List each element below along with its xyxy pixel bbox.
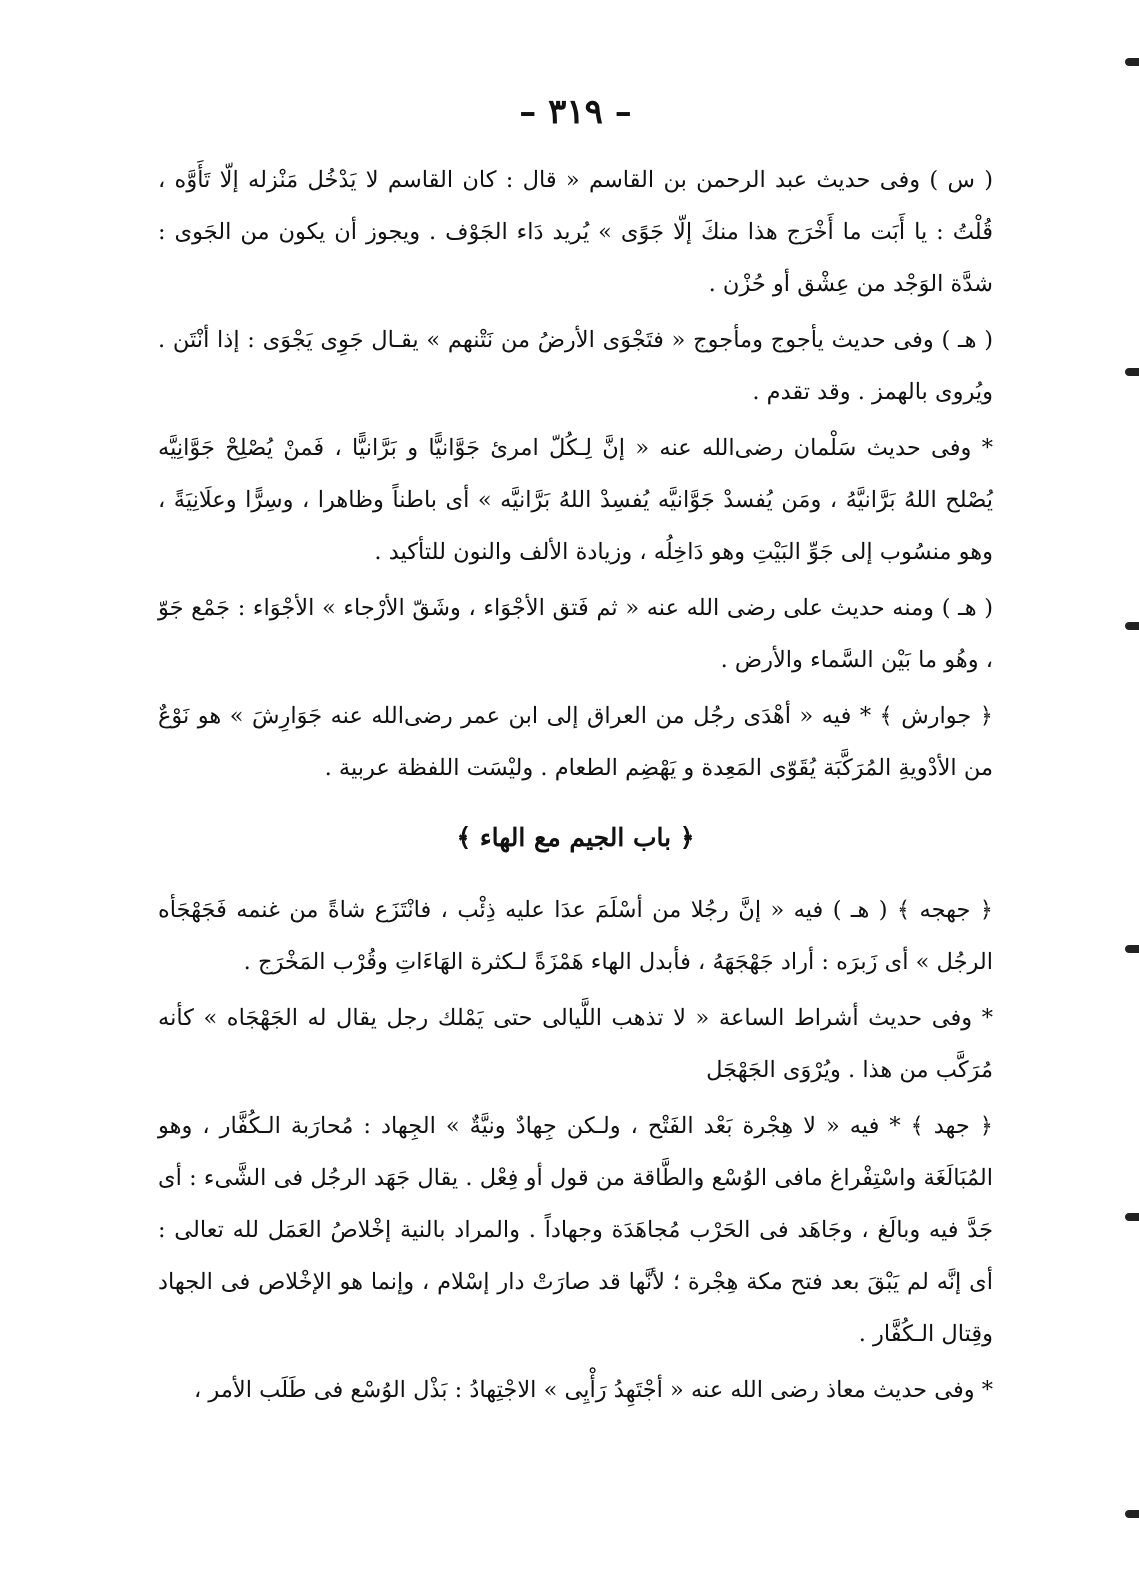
entry-paragraph: * وفى حديث أشراط الساعة « لا تذهب اللَّيالى حتى يَمْلك رجل يقال له الجَهْجَاه » كأنه مُرَكَّب من هذا . ويُرْوَى الجَهْجَل bbox=[158, 1005, 993, 1083]
scan-edge-mark bbox=[1125, 945, 1139, 953]
entry-paragraph: ( س ) وفى حديث عبد الرحمن بن القاسم « قال : كان القاسم لا يَدْخُل مَنْزله إلّا تَأَوَّه ، قُلْتُ : يا أَبَت ما أَخْرَج هذا منكَ إلّا جَوًى » يُريد دَاء الجَوْف . ويجوز أن يكون من الجَوى : شدَّة الوَجْد من عِشْق أو حُزْن . bbox=[158, 167, 993, 297]
entry-paragraph: ﴿ جهجه ﴾ ( هـ ) فيه « إنَّ رجُلا من أسْلَمَ عدَا عليه ذِئْب ، فانْتَزَع شاةً من غنمه فَجَهْجَأه الرجُل » أى زَبرَه : أراد جَهْجَهَهُ ، فأبدل الهاء هَمْزَةً لـكثرة الهَاءَاتِ وقُرْب المَخْرَج . bbox=[158, 897, 993, 975]
scan-edge-mark bbox=[1125, 58, 1139, 66]
entry-paragraph: * وفى حديث سَلْمان رضى‌الله عنه « إنَّ لِـكُلّ امرئ جَوَّانيًّا و بَرَّانيًّا ، فَمنْ يُصْلِحْ جَوَّانِيَّه يُصْلح اللهُ بَرَّانيَّهُ ، ومَن يُفسدْ جَوَّانيَّه يُفسِدْ اللهُ بَرَّانيَّه » أى باطناً وظاهرا ، وسِرًّا وعلَانِيَةً ، وهو منسُوب إلى جَوِّ البَيْتِ وهو دَاخِلُه ، وزيادة الألف والنون للتأكيد . bbox=[158, 435, 993, 565]
entry-paragraph: ﴿ جهد ﴾ * فيه « لا هِجْرة بَعْد الفَتْح ، ولـكن جِهادٌ ونيَّةٌ » الجِهاد : مُحارَبة الـكُفَّار ، وهو المُبَالَغَة واسْتِفْراغ مافى الوُسْع والطَّاقة من قول أو فِعْل . يقال جَهَد الرجُل فى الشَّىء : أى جَدَّ فيه وبالَغ ، وجَاهَد فى الحَرْب مُجاهَدَة وجهاداً . والمراد بالنية إخْلاصُ العَمَل لله تعالى : أى إنَّه لم يَبْقَ بعد فتح مكة هِجْرة ؛ لأنَّها قد صارَتْ دار إسْلام ، وإنما هو الإخْلاص فى الجهاد وقِتال الـكُفَّار . bbox=[158, 1113, 993, 1347]
entry-paragraph: * وفى حديث معاذ رضى الله عنه « أجْتَهِدُ رَأْيِى » الاجْتِهادُ : بَذْل الوُسْع فى طَلَب الأمر ، bbox=[194, 1377, 993, 1403]
chapter-heading: ﴿ باب الجيم مع الهاء ﴾ bbox=[456, 823, 695, 852]
entry-paragraph: ( هـ ) ومنه حديث على رضى الله عنه « ثم فَتق الأجْوَاء ، وشَقّ الأرْجاء » الأجْوَاء : جَمْع جَوّ ، وهُو ما بَيْن السَّماء والأرض . bbox=[158, 595, 993, 673]
entry-paragraph: ( هـ ) وفى حديث يأجوج ومأجوج « فتَجْوَى الأرضُ من نَتْنهم » يقـال جَوِى يَجْوَى : إذا أنْتَن . ويُروى بالهمز . وقد تقدم . bbox=[158, 327, 993, 405]
scan-edge-mark bbox=[1125, 1510, 1139, 1518]
book-page bbox=[158, 92, 993, 1416]
scan-edge-mark bbox=[1125, 622, 1139, 630]
page-number: – ٣١٩ – bbox=[519, 92, 632, 132]
entry-paragraph: ﴿ جوارش ﴾ * فيه « أهْدَى رجُل من العراق إلى ابن عمر رضى‌الله عنه جَوَارِشَ » هو نَوْعٌ من الأدْويةِ المُرَكَّبَة يُقَوّى المَعِدة و يَهْضِم الطعام . وليْسَت اللفظة عربية . bbox=[158, 703, 993, 781]
scan-edge-mark bbox=[1125, 1213, 1139, 1221]
scan-edge-mark bbox=[1125, 368, 1139, 376]
